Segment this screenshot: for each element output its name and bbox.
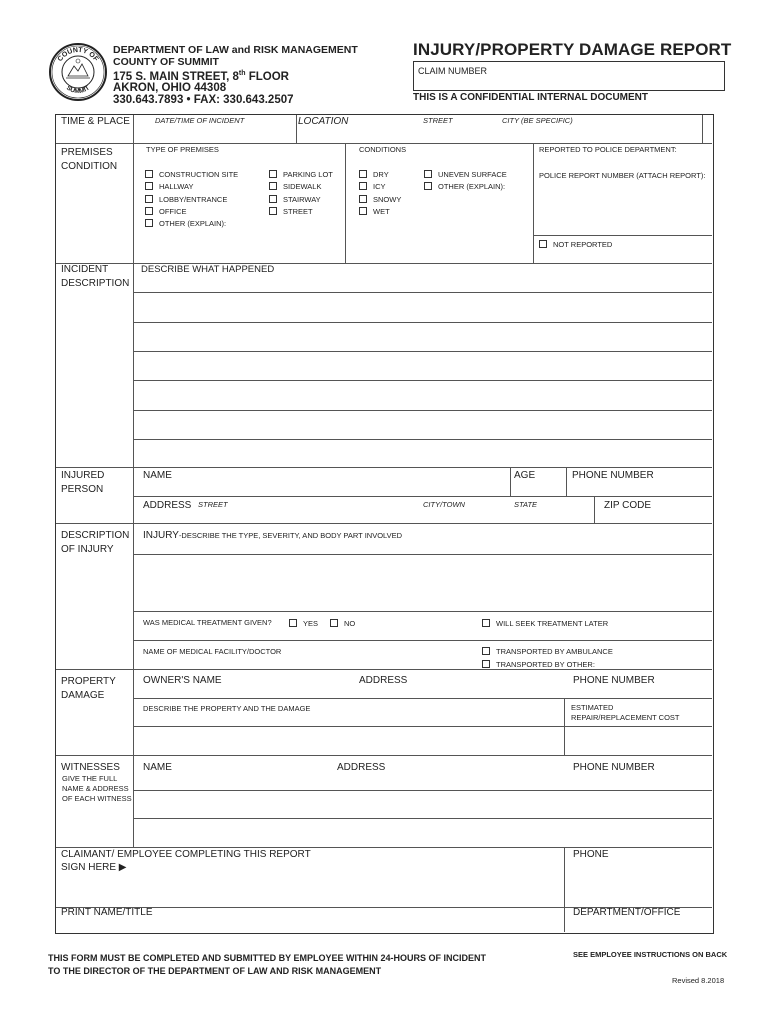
checkbox-office[interactable]: OFFICE: [145, 206, 238, 218]
injured-name-label: NAME: [143, 470, 172, 481]
type-of-premises-header: TYPE OF PREMISES: [146, 145, 219, 154]
describe-property-label: DESCRIBE THE PROPERTY AND THE DAMAGE: [143, 704, 311, 713]
page-title: INJURY/PROPERTY DAMAGE REPORT: [413, 40, 732, 59]
footer-notice: THIS FORM MUST BE COMPLETED AND SUBMITTED BY EMPLOYEE WITHIN 24-HOURS OF INCIDENT TO THE DIRECTOR OF THE DEPARTMENT OF LAW AND RISK MANAGEMENT: [48, 953, 487, 976]
injured-state-label: STATE: [514, 500, 538, 509]
dept-name: DEPARTMENT OF LAW and RISK MANAGEMENT: [113, 44, 358, 56]
date-time-field[interactable]: [133, 114, 295, 142]
conditions-header: CONDITIONS: [359, 145, 407, 154]
print-name-label: PRINT NAME/TITLE: [61, 907, 153, 918]
witnesses-label: WITNESSES: [61, 762, 120, 773]
estimated-cost-label: ESTIMATED REPAIR/REPLACEMENT COST: [571, 703, 680, 722]
svg-text:COUNTY OF: COUNTY OF: [56, 46, 100, 63]
confidential-notice: THIS IS A CONFIDENTIAL INTERNAL DOCUMENT: [413, 92, 648, 103]
injured-age-label: AGE: [514, 470, 536, 481]
injured-city-label: CITY/TOWN: [423, 500, 465, 509]
checkbox-snowy[interactable]: SNOWY: [359, 194, 401, 206]
owner-name-label: OWNER'S NAME: [143, 675, 222, 686]
injured-person-label: INJURED PERSON: [61, 470, 105, 495]
signature-field[interactable]: [55, 846, 563, 906]
incident-label: INCIDENT DESCRIPTION: [61, 264, 130, 289]
claimant-phone-label: PHONE: [573, 849, 609, 860]
injured-address-label: ADDRESS: [143, 500, 192, 511]
sign-here-label: SIGN HERE ▶: [61, 862, 127, 873]
property-damage-label: PROPERTY DAMAGE: [61, 676, 116, 701]
describe-what-happened-label: DESCRIBE WHAT HAPPENED: [141, 264, 275, 275]
location-field[interactable]: [296, 114, 701, 142]
phone-fax: 330.643.7893 • FAX: 330.643.2507: [113, 93, 294, 106]
witness-name-label: NAME: [143, 762, 172, 773]
claim-number-field[interactable]: [413, 61, 725, 91]
medical-facility-label: NAME OF MEDICAL FACILITY/DOCTOR: [143, 647, 282, 656]
checkbox-wet[interactable]: WET: [359, 206, 401, 218]
revision-date: Revised 8.2018: [672, 976, 725, 985]
witness-address-label: ADDRESS: [337, 762, 386, 773]
conditions-col2: [424, 169, 507, 194]
county-seal-logo: [48, 42, 108, 102]
premises-label: PREMISES CONDITION: [61, 147, 118, 172]
checkbox-transported-other[interactable]: TRANSPORTED BY OTHER:: [482, 660, 595, 670]
city-address: AKRON, OHIO 44308: [113, 82, 227, 95]
checkbox-parking-lot[interactable]: PARKING LOT: [269, 169, 333, 181]
department-address-block: [113, 45, 358, 106]
arrow-right-icon: ▶: [118, 862, 127, 873]
checkbox-stairway[interactable]: STAIRWAY: [269, 194, 333, 206]
checkbox-treatment-no[interactable]: NO: [330, 619, 355, 629]
checkbox-dry[interactable]: DRY: [359, 169, 401, 181]
checkbox-seek-treatment-later[interactable]: WILL SEEK TREATMENT LATER: [482, 619, 608, 629]
owner-phone-label: PHONE NUMBER: [573, 675, 655, 686]
checkbox-street[interactable]: STREET: [269, 206, 333, 218]
checkbox-hallway[interactable]: HALLWAY: [145, 181, 238, 193]
checkbox-lobby-entrance[interactable]: LOBBY/ENTRANCE: [145, 194, 238, 206]
street-address: 175 S. MAIN STREET, 8th FLOOR: [113, 70, 289, 83]
city-label: CITY (BE SPECIFIC): [502, 116, 573, 125]
checkbox-uneven-surface[interactable]: UNEVEN SURFACE: [424, 169, 507, 181]
premises-types-col2: [269, 169, 333, 218]
premises-types-col1: [145, 169, 238, 230]
witness-phone-label: PHONE NUMBER: [573, 762, 655, 773]
incident-description-field[interactable]: [133, 263, 713, 467]
injured-street-label: STREET: [198, 500, 228, 509]
description-of-injury-label: DESCRIPTION OF INJURY: [61, 530, 130, 555]
conditions-col1: [359, 169, 401, 218]
location-label: LOCATION: [298, 116, 349, 127]
department-office-label: DEPARTMENT/OFFICE: [573, 907, 681, 918]
checkbox-icy[interactable]: ICY: [359, 181, 401, 193]
checkbox-transported-ambulance[interactable]: TRANSPORTED BY AMBULANCE: [482, 647, 613, 657]
date-time-label: DATE/TIME OF INCIDENT: [155, 116, 245, 125]
claim-number-label: CLAIM NUMBER: [418, 66, 488, 76]
injured-zip-label: ZIP CODE: [604, 500, 652, 511]
checkbox-other-condition[interactable]: OTHER (EXPLAIN):: [424, 181, 507, 193]
checkbox-treatment-yes[interactable]: YES: [289, 619, 318, 629]
owner-address-label: ADDRESS: [359, 675, 408, 686]
claimant-label: CLAIMANT/ EMPLOYEE COMPLETING THIS REPORT: [61, 849, 311, 860]
injury-label: INJURY-DESCRIBE THE TYPE, SEVERITY, AND BODY PART INVOLVED: [143, 530, 403, 541]
checkbox-sidewalk[interactable]: SIDEWALK: [269, 181, 333, 193]
see-instructions-note: SEE EMPLOYEE INSTRUCTIONS ON BACK: [573, 950, 728, 959]
medical-treatment-question: WAS MEDICAL TREATMENT GIVEN?: [143, 618, 272, 627]
county-name: COUNTY OF SUMMIT: [113, 55, 219, 68]
checkbox-not-reported[interactable]: NOT REPORTED: [539, 240, 612, 250]
police-reported-header: REPORTED TO POLICE DEPARTMENT:: [539, 145, 677, 154]
witnesses-instructions: GIVE THE FULL NAME & ADDRESS OF EACH WITNESS: [62, 774, 132, 803]
form-frame: [55, 114, 714, 934]
police-report-number-label: POLICE REPORT NUMBER (ATTACH REPORT):: [539, 171, 706, 180]
time-place-label: TIME & PLACE: [61, 116, 130, 127]
street-label: STREET: [423, 116, 453, 125]
checkbox-other-premises[interactable]: OTHER (EXPLAIN):: [145, 218, 238, 230]
svg-text:SUMMIT: SUMMIT: [64, 84, 92, 96]
checkbox-construction-site[interactable]: CONSTRUCTION SITE: [145, 169, 238, 181]
injured-phone-label: PHONE NUMBER: [572, 470, 654, 481]
